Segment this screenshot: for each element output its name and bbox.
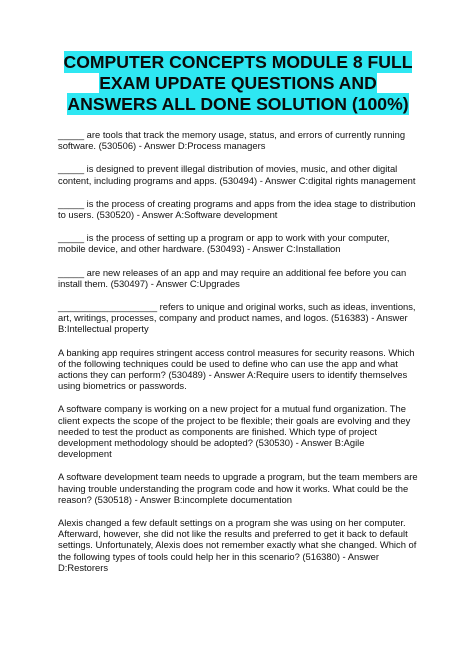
question-answer-item: A banking app requires stringent access control measures for security reasons. Which of the following techniques could be used to define who can use the app and what actions they can perform? (530489) - Answer A:Require users to identify themselves using biometrics or passwords. [58,346,415,392]
question-answer-item: ___________________ refers to unique and original works, such as ideas, inventions, art, writings, processes, company and product names, and logos. (516383) - Answer B:Intellectual property [58,301,416,335]
document-title: COMPUTER CONCEPTS MODULE 8 FULL EXAM UPDATE QUESTIONS AND ANSWERS ALL DONE SOLUTION (100%) [63,52,413,114]
title-block [58,52,418,115]
question-answer-item: _____ is the process of creating programs and apps from the idea stage to distribution to users. (530520) - Answer A:Software development [58,197,416,221]
document-page [58,52,418,585]
question-answer-item: A software development team needs to upgrade a program, but the team members are having trouble understanding the program code and how it works. What could be the reason? (530518) - Answer B:incomplete documentation [58,471,418,505]
question-answer-item: _____ are new releases of an app and may require an additional fee before you can install them. (530497) - Answer C:Upgrades [58,266,407,289]
question-answer-item: Alexis changed a few default settings on a program she was using on her computer. Afterward, however, she did not like the results and preferred to get it back to default settings. Unfortunately, Alexis does not remember exactly what she changed. Which of the following types of tools could help her in this scenario? (516380) - Answer D:Restorers [58,517,417,573]
question-answer-item: _____ is the process of setting up a program or app to work with your computer, mobile device, and other hardware. (530493) - Answer C:Installation [58,232,390,255]
question-answer-item: _____ is designed to prevent illegal distribution of movies, music, and other digital content, including programs and apps. (530494) - Answer C:digital rights management [58,163,416,186]
question-answer-item: _____ are tools that track the memory usage, status, and errors of currently running software. (530506) - Answer D:Process managers [58,129,406,152]
question-answer-item: A software company is working on a new project for a mutual fund organization. The client expects the scope of the project to be flexible; their goals are evolving and they needed to test the product as components are finished. Which type of project development methodology should be adopted? (530530) - Answer B:Agile development [58,403,411,460]
